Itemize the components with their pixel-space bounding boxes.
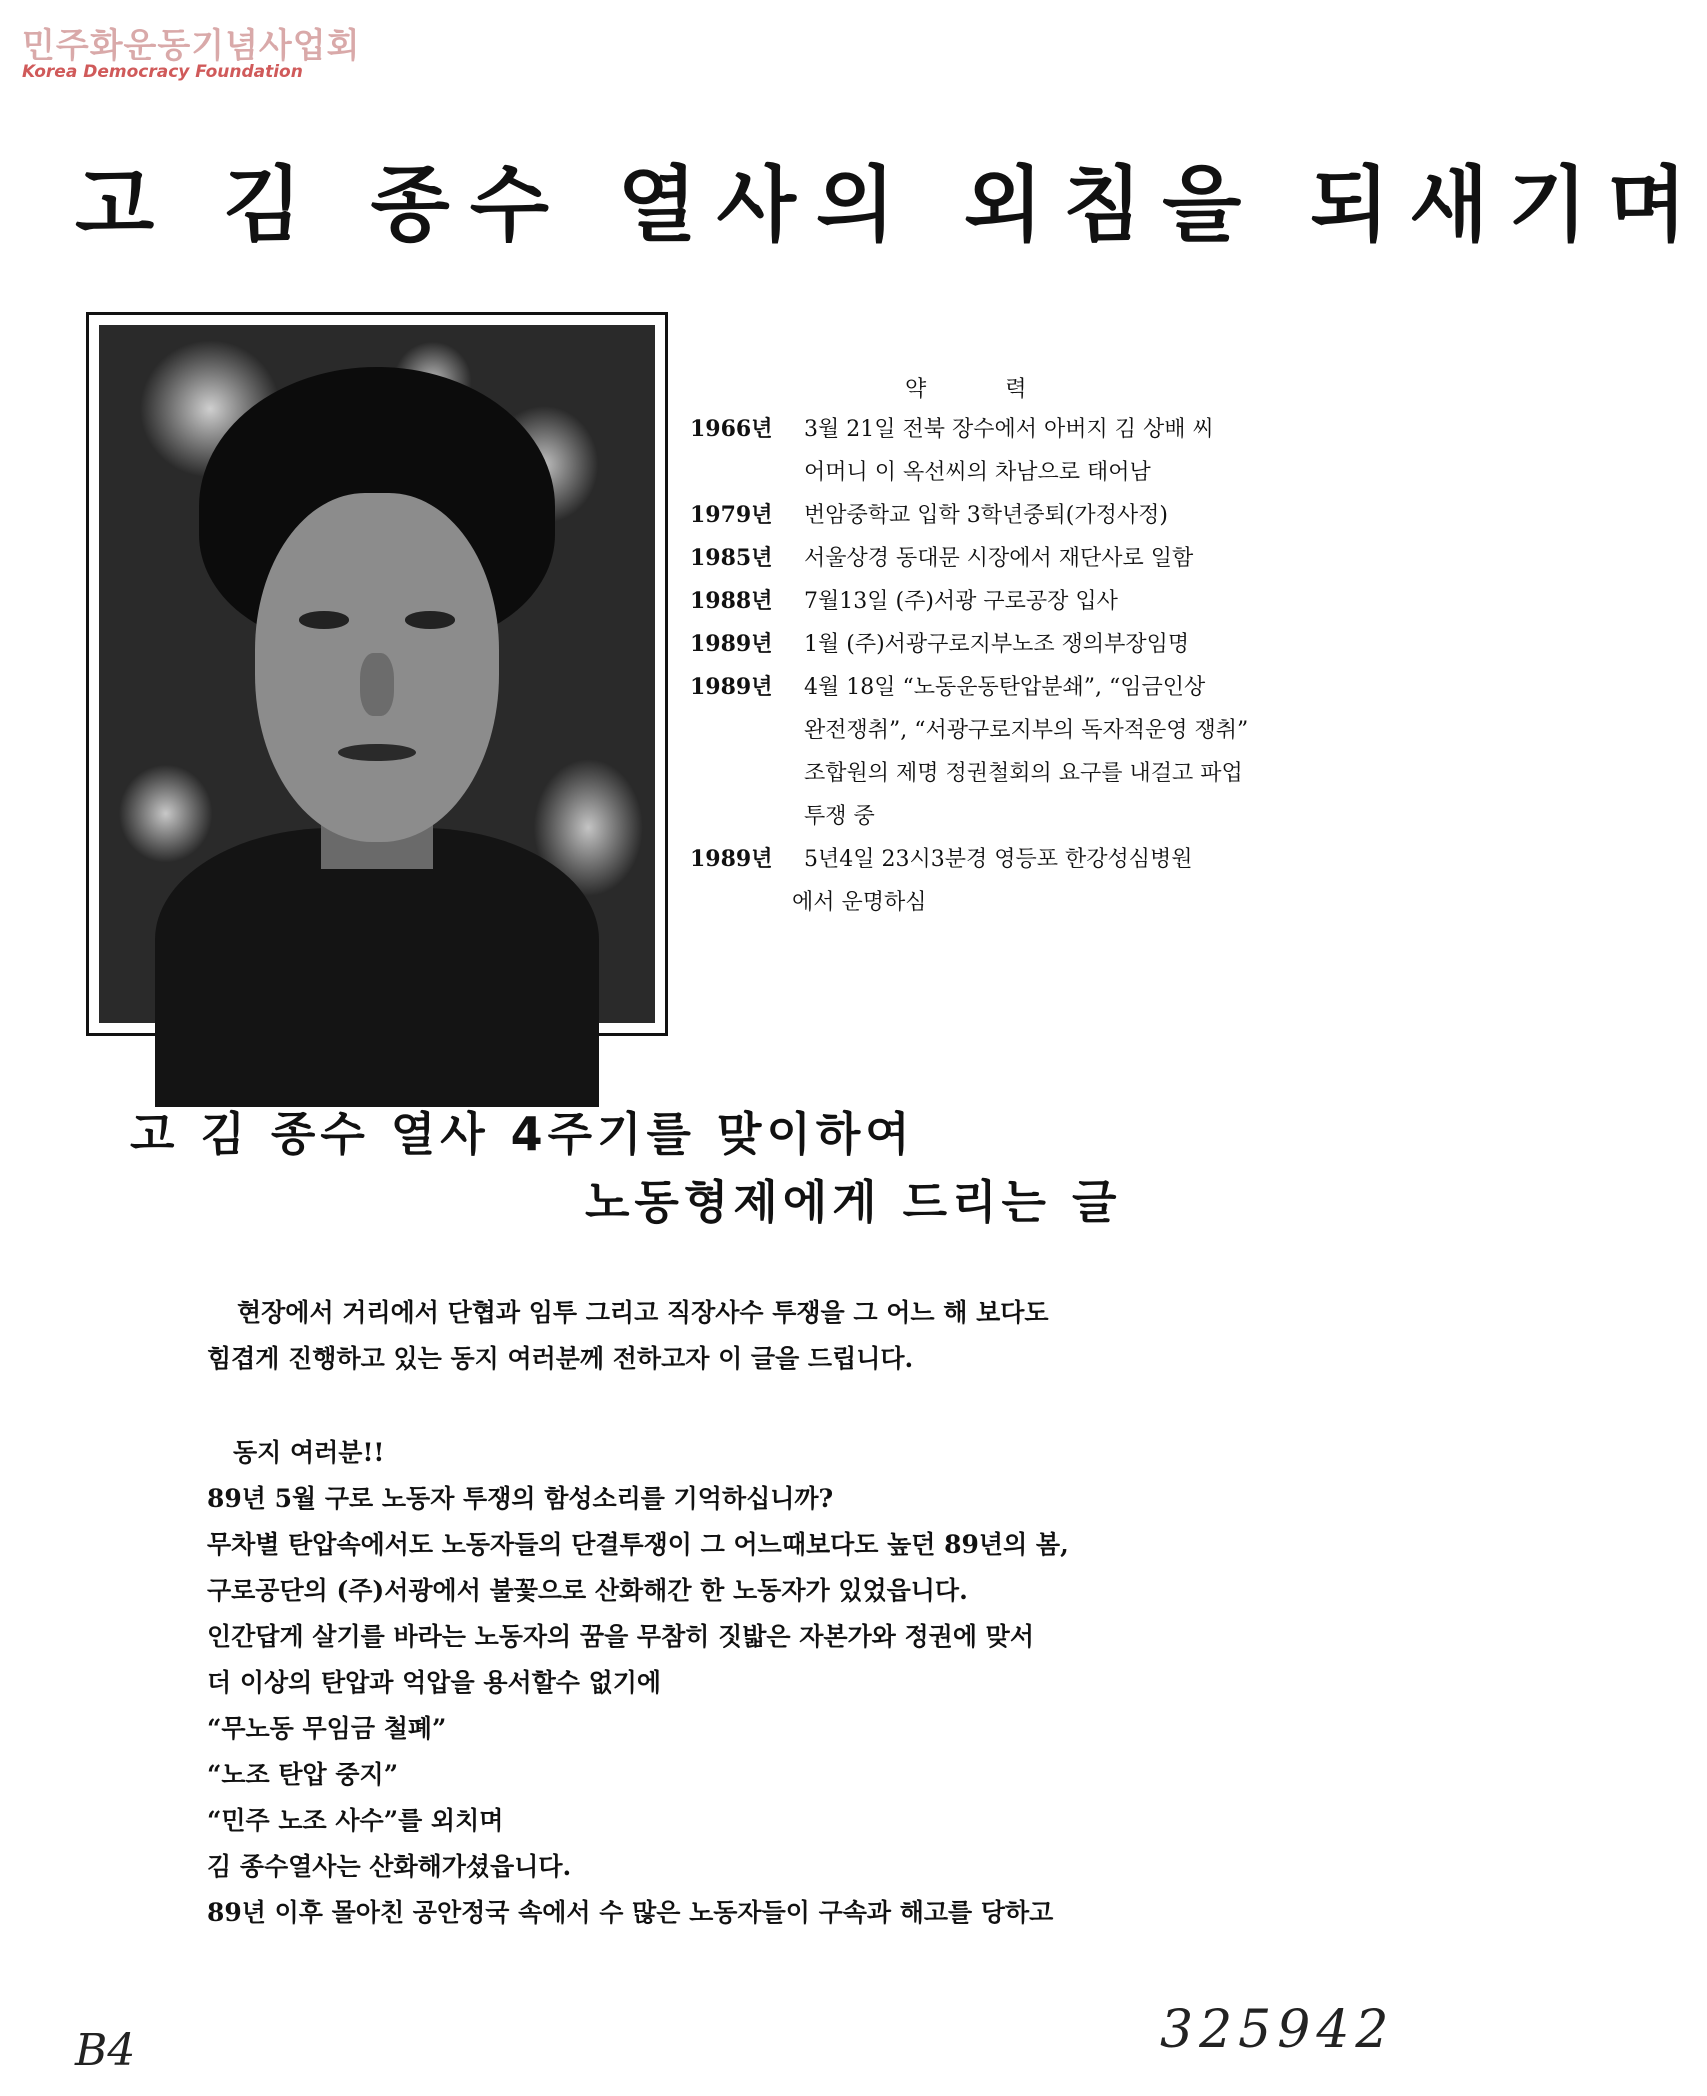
text-line: 89년 5월 구로 노동자 투쟁의 함성소리를 기억하십니까? [207, 1484, 834, 1513]
bio-entry [690, 623, 1370, 666]
watermark-korean: 민주화운동기념사업회 [22, 26, 361, 66]
text-line: 동지 여러분!! [233, 1438, 385, 1467]
portrait-image [99, 325, 655, 1023]
bio-entry [690, 580, 1370, 623]
bio-year: 1966년 [690, 416, 773, 442]
text-line: 인간답게 살기를 바라는 노동자의 꿈을 무참히 짓밟은 자본가와 정권에 맞서 [207, 1622, 1034, 1651]
bio-text: 에서 운명하심 [792, 890, 927, 915]
bio-list [690, 408, 1370, 924]
bio-text: 투쟁 중 [804, 804, 875, 829]
page-title: 고 김 종수 열사의 외침을 되새기며 [75, 158, 1707, 253]
bio-year: 1988년 [690, 588, 773, 614]
bio-text: 3월 21일 전북 장수에서 아버지 김 상배 씨 [804, 417, 1214, 442]
portrait-nose [360, 653, 393, 716]
portrait-photo [86, 312, 668, 1036]
portrait-eye-left [299, 611, 349, 628]
portrait-eye-right [405, 611, 455, 628]
text-line: 김 종수열사는 산화해가셨읍니다. [207, 1852, 572, 1881]
text-line: 더 이상의 탄압과 억압을 용서할수 없기에 [207, 1668, 662, 1697]
letter-body [207, 1290, 1407, 1936]
bio-year: 1989년 [690, 674, 773, 700]
bio-entry [690, 494, 1370, 537]
paragraph-intro [207, 1290, 1407, 1382]
bio-text: 1월 (주)서광구로지부노조 쟁의부장임명 [804, 632, 1190, 657]
bio-text: 어머니 이 옥선씨의 차남으로 태어남 [804, 460, 1151, 485]
text-line: “무노동 무임금 철폐” [207, 1714, 447, 1743]
portrait-mouth [338, 744, 416, 761]
handwritten-archive-number: 325942 [1160, 2000, 1395, 2060]
paragraph-main [207, 1430, 1407, 1936]
portrait-body [155, 828, 600, 1107]
subtitle-line-2: 노동형제에게 드리는 글 [585, 1175, 1122, 1229]
subtitle-line-1: 고 김 종수 열사 4주기를 맞이하여 [130, 1107, 915, 1161]
bio-text: 4월 18일 “노동운동탄압분쇄”, “임금인상 [804, 675, 1206, 700]
bio-year: 1985년 [690, 545, 773, 571]
text-line: 89년 이후 몰아친 공안정국 속에서 수 많은 노동자들이 구속과 해고를 당하고 [207, 1898, 1054, 1927]
bio-entry [690, 408, 1370, 494]
bio-text: 7월13일 (주)서광 구로공장 입사 [804, 589, 1118, 614]
text-line: 구로공단의 (주)서광에서 불꽃으로 산화해간 한 노동자가 있었읍니다. [207, 1576, 968, 1605]
text-line: 힘겹게 진행하고 있는 동지 여러분께 전하고자 이 글을 드립니다. [207, 1344, 914, 1373]
bio-text: 5년4일 23시3분경 영등포 한강성심병원 [804, 847, 1193, 872]
bio-year: 1989년 [690, 846, 773, 872]
bio-entry [690, 537, 1370, 580]
bio-year: 1989년 [690, 631, 773, 657]
text-line: 현장에서 거리에서 단협과 임투 그리고 직장사수 투쟁을 그 어느 해 보다도 [237, 1298, 1049, 1327]
text-line: 무차별 탄압속에서도 노동자들의 단결투쟁이 그 어느때보다도 높던 89년의 봄, [207, 1530, 1069, 1559]
bio-text: 번암중학교 입학 3학년중퇴(가정사정) [804, 503, 1168, 528]
text-line: “노조 탄압 중지” [207, 1760, 399, 1789]
bio-text: 조합원의 제명 정권철회의 요구를 내걸고 파업 [804, 761, 1243, 786]
bio-heading: 약 력 [905, 377, 1063, 402]
text-line: “민주 노조 사수”를 외치며 [207, 1806, 504, 1835]
watermark-english: Korea Democracy Foundation [22, 62, 303, 82]
bio-year: 1979년 [690, 502, 773, 528]
bio-text: 서울상경 동대문 시장에서 재단사로 일함 [804, 546, 1194, 571]
bio-entry [690, 838, 1370, 924]
bio-entry [690, 666, 1370, 838]
bio-text: 완전쟁취”, “서광구로지부의 독자적운영 쟁취” [804, 718, 1249, 743]
handwritten-page-mark: B4 [75, 2025, 136, 2076]
